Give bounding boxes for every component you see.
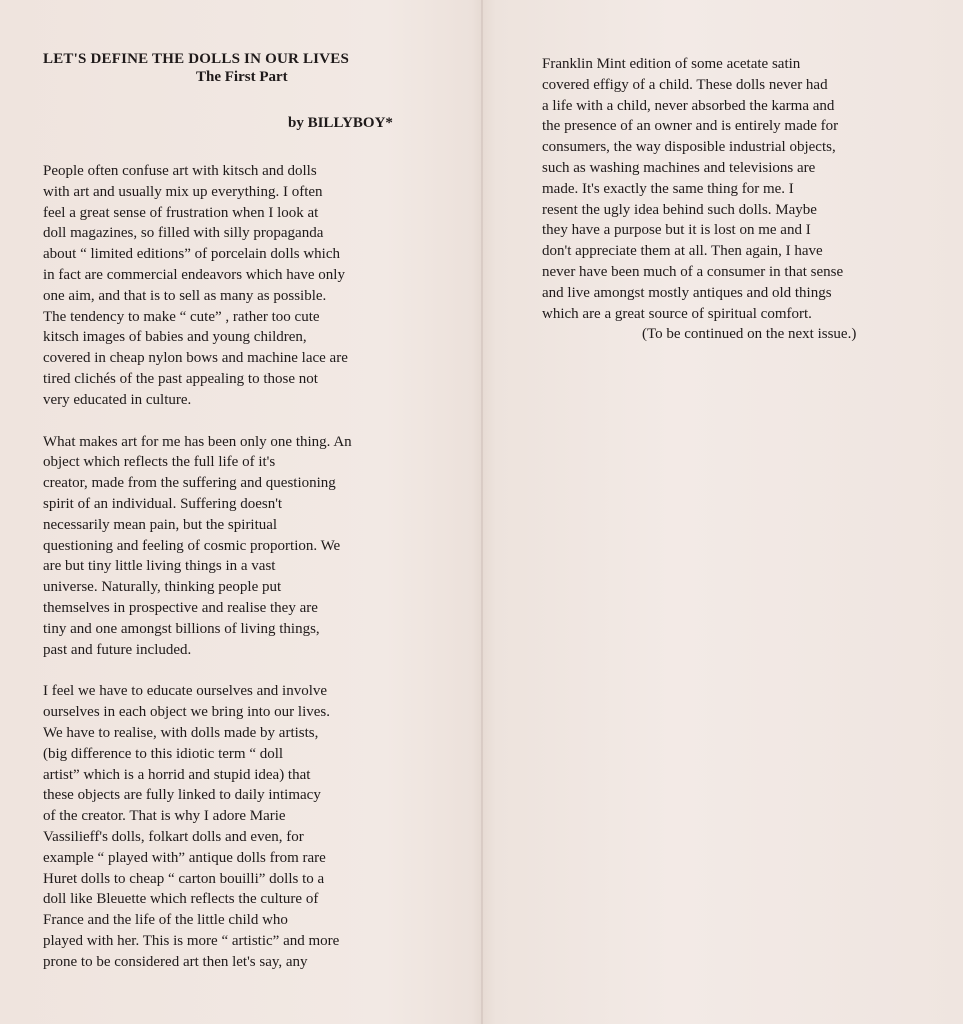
text-line: never have been much of a consumer in that sense [542, 263, 844, 280]
text-line: are but tiny little living things in a vast [43, 558, 276, 575]
text-line: Vassilieff's dolls, folkart dolls and even, for [43, 828, 304, 845]
text-line: of the creator. That is why I adore Marie [43, 808, 286, 825]
text-line: and live amongst mostly antiques and old things [542, 284, 832, 301]
text-line: with art and usually mix up everything. I often [43, 183, 323, 200]
text-line: covered in cheap nylon bows and machine lace are [43, 350, 348, 367]
text-line: example “ played with” antique dolls from rare [43, 849, 326, 866]
paragraph-2 [43, 432, 473, 661]
paragraph-3 [43, 681, 473, 972]
text-line: I feel we have to educate ourselves and involve [43, 683, 328, 700]
text-line: themselves in prospective and realise they are [43, 599, 318, 616]
text-line: a life with a child, never absorbed the karma and [542, 97, 835, 114]
page-fold [481, 0, 483, 1024]
text-line: prone to be considered art then let's say, any [43, 953, 308, 970]
text-line: tiny and one amongst billions of living things, [43, 620, 320, 637]
text-line: these objects are fully linked to daily intimacy [43, 787, 321, 804]
left-column [43, 50, 473, 972]
text-line: creator, made from the suffering and questioning [43, 475, 336, 492]
text-line: the presence of an owner and is entirely made for [542, 118, 839, 135]
text-line: We have to realise, with dolls made by artists, [43, 724, 319, 741]
text-line: about “ limited editions” of porcelain dolls which [43, 246, 341, 263]
text-line: consumers, the way disposible industrial objects, [542, 139, 836, 156]
text-line: played with her. This is more “ artistic” and more [43, 932, 340, 949]
paragraph-4 [542, 54, 952, 345]
text-line: object which reflects the full life of it's [43, 454, 276, 471]
text-line: covered effigy of a child. These dolls never had [542, 76, 828, 93]
article-byline: by BILLYBOY* [288, 115, 393, 131]
text-line: tired clichés of the past appealing to those not [43, 370, 318, 387]
text-line: Franklin Mint edition of some acetate satin [542, 56, 801, 72]
text-line: such as washing machines and televisions are [542, 159, 816, 176]
paragraph-1 [43, 161, 473, 411]
text-line: Huret dolls to cheap “ carton bouilli” dolls to a [43, 870, 325, 887]
text-line: universe. Naturally, thinking people put [43, 579, 282, 596]
text-line: feel a great sense of frustration when I look at [43, 204, 319, 221]
text-line: doll magazines, so filled with silly propaganda [43, 225, 324, 242]
text-line: questioning and feeling of cosmic proportion. We [43, 537, 341, 554]
text-line: France and the life of the little child who [43, 912, 288, 929]
article-subtitle: The First Part [196, 69, 288, 85]
right-column [542, 54, 952, 345]
text-line: don't appreciate them at all. Then again, I have [542, 243, 823, 260]
text-line: one aim, and that is to sell as many as possible. [43, 287, 327, 304]
text-line: kitsch images of babies and young children, [43, 329, 307, 346]
text-line: spirit of an individual. Suffering doesn't [43, 495, 283, 512]
continuation-note: (To be continued on the next issue.) [642, 326, 857, 343]
text-line: made. It's exactly the same thing for me. I [542, 180, 794, 197]
text-line: ourselves in each object we bring into our lives. [43, 704, 331, 721]
text-line: People often confuse art with kitsch and dolls [43, 163, 317, 179]
text-line: (big difference to this idiotic term “ doll [43, 745, 284, 762]
text-line: necessarily mean pain, but the spiritual [43, 516, 278, 533]
text-line: very educated in culture. [43, 391, 192, 408]
text-line: in fact are commercial endeavors which have only [43, 266, 345, 283]
text-line: artist” which is a horrid and stupid idea) that [43, 766, 311, 783]
text-line: which are a great source of spiritual comfort. [542, 305, 812, 322]
text-line: What makes art for me has been only one thing. An [43, 433, 352, 450]
text-line: The tendency to make “ cute” , rather too cute [43, 308, 320, 325]
text-line: resent the ugly idea behind such dolls. Maybe [542, 201, 817, 218]
text-line: past and future included. [43, 641, 192, 658]
article-title: LET'S DEFINE THE DOLLS IN OUR LIVES [43, 51, 349, 67]
text-line: they have a purpose but it is lost on me and I [542, 222, 811, 239]
text-line: doll like Bleuette which reflects the culture of [43, 891, 319, 908]
